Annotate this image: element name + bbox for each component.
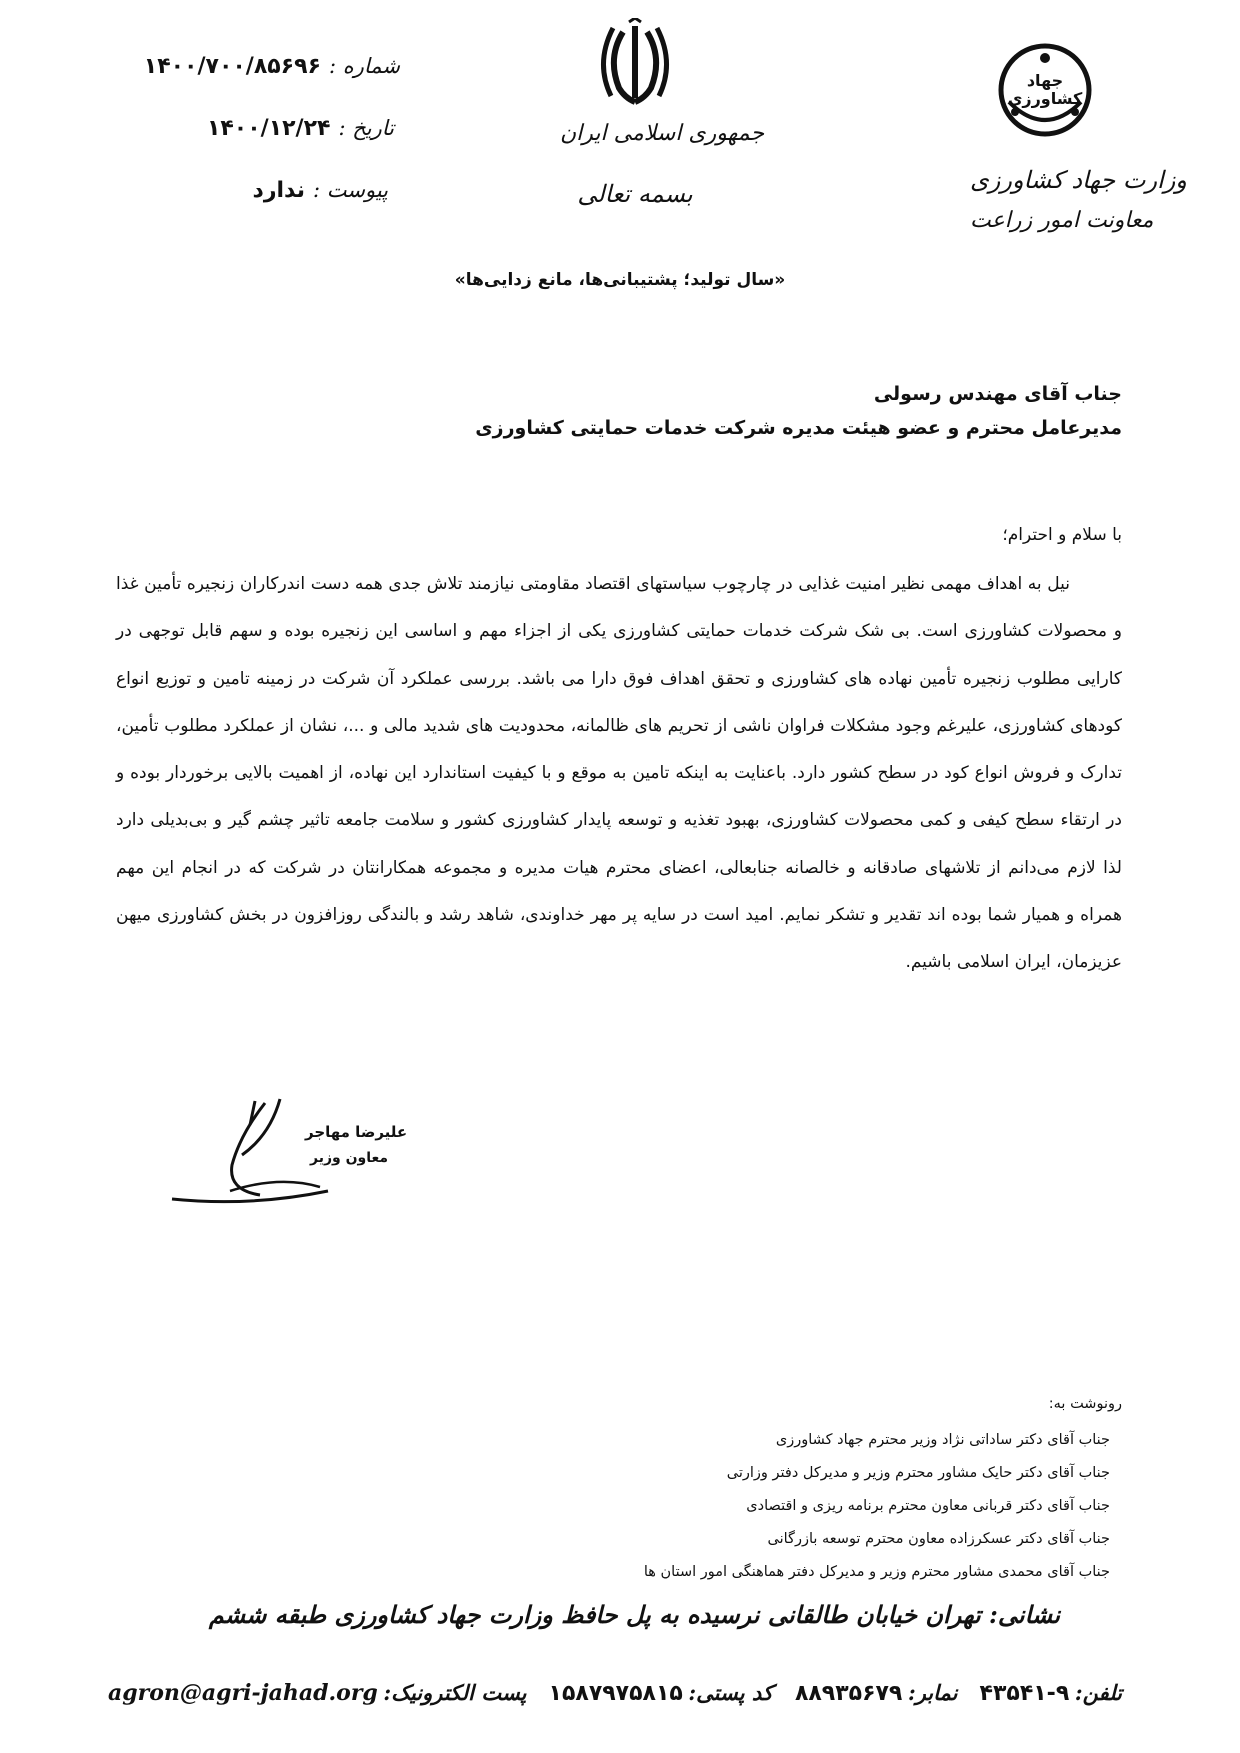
signature-block [170,1095,440,1220]
recipient-name: جناب آقای مهندس رسولی [873,383,1122,405]
year-motto: «سال تولید؛ پشتیبانی‌ها، مانع زدایی‌ها» [454,270,786,290]
handwritten-signature-icon [170,1095,330,1220]
letter-date-label: تاریخ : [338,116,394,140]
email-link[interactable]: agron@agri-jahad.org [108,1680,378,1706]
postal-label: کد پستی: [688,1680,773,1705]
letter-attachment-label: پیوست : [313,178,388,202]
ministry-name: وزارت جهاد کشاورزی [970,166,1187,194]
cc-item: جناب آقای محمدی مشاور محترم وزیر و مدیرکل دفتر هماهنگی امور استان ها [643,1564,1110,1580]
footer-address: نشانی: تهران خیابان طالقانی نرسیده به پل حافظ وزارت جهاد کشاورزی طبقه ششم [208,1600,1060,1629]
phone-value: ۹-۴۳۵۴۱ [979,1681,1070,1706]
email-label: پست الکترونیک: [383,1680,527,1705]
cc-item: جناب آقای دکتر عسکرزاده معاون محترم توسعه بازرگانی [767,1531,1110,1547]
footer-email [108,1680,527,1706]
deputy-name: معاونت امور زراعت [970,208,1154,233]
cc-block [522,1396,1122,1589]
letter-meta [130,54,400,240]
letter-attachment-row [130,178,400,240]
letter-number-row [130,54,400,116]
recipient-block [222,383,1122,451]
footer-phone [980,1680,1122,1706]
footer-fax [795,1680,958,1706]
letter-number-value: ۱۴۰۰/۷۰۰/۸۵۶۹۶ [143,54,321,79]
cc-item: جناب آقای دکتر ساداتی نژاد وزیر محترم جهاد کشاورزی [775,1432,1110,1448]
letter-date-row [130,116,400,178]
ministry-header-block [970,40,1187,233]
basmala: بسمه تعالی [577,180,693,208]
letter-body: نیل به اهداف مهمی نظیر امنیت غذایی در چارچوب سیاستهای اقتصاد مقاومتی نیازمند تلاش جدی همه دست اندرکاران زنجیره تأمین غذا و محصولات کشاورزی است. بی شک شرکت خدمات حمایتی کشاورزی یکی از اجزاء مهم و اساسی این زنجیره بوده و سهم قابل توجهی در کارایی مطلوب زنجیره تأمین نهاده های کشاورزی و تحقق اهداف فوق دارا می باشد. بررسی عملکرد آن شرکت در زمینه تامین و توزیع انواع کودهای کشاورزی، علیرغم وجود مشکلات فراوان ناشی از تحریم های ظالمانه، محدودیت های شدید مالی و ...، نشان از عملکرد مطلوب تأمین، تدارک و فروش انواع کود در سطح کشور دارد. باعنایت به اینکه تامین به موقع و با کیفیت استاندارد این نهاده، از اهمیت بالایی برخوردار بوده و در ارتقاء سطح کیفی و کمی محصولات کشاورزی، بهبود تغذیه و توسعه پایدار کشاورزی کشور و سلامت جامعه تاثیر چشم گیر و بی‌بدیلی دارد لذا لازم می‌دانم از تلاشهای صادقانه و خالصانه جنابعالی، اعضای محترم هیات مدیره و مجموعه همکارانتان در شرکت که در انجام این مهم همراه و همیار شما بوده اند تقدیر و تشکر نمایم. امید است در سایه پر مهر خداوندی، شاهد رشد و بالندگی روزافزون در بخش کشاورزی میهن عزیزمان، ایران اسلامی باشیم. [116,574,1122,973]
fax-label: نمابر: [907,1680,958,1705]
footer-contact [108,1680,1122,1706]
footer-postal [549,1680,773,1706]
phone-label: تلفن: [1074,1680,1122,1705]
recipient-title: مدیرعامل محترم و عضو هیئت مدیره شرکت خدمات حمایتی کشاورزی [475,417,1122,439]
republic-name: جمهوری اسلامی ایران [560,121,765,146]
cc-item: جناب آقای دکتر حایک مشاور محترم وزیر و مدیرکل دفتر وزارتی [726,1465,1110,1481]
postal-value: ۱۵۸۷۹۷۵۸۱۵ [548,1681,683,1706]
cc-item: جناب آقای دکتر قربانی معاون محترم برنامه ریزی و اقتصادی [746,1498,1110,1514]
letter-date-value: ۱۴۰۰/۱۲/۲۴ [206,116,331,141]
letter-number-label: شماره : [328,54,400,78]
cc-heading: رونوشت به: [1048,1396,1122,1412]
greeting: با سلام و احترام؛ [1002,525,1122,545]
iran-emblem-icon [595,18,675,113]
ministry-logo-text: جهاد کشاورزی [1007,71,1083,108]
fax-value: ۸۸۹۳۵۶۷۹ [794,1681,903,1706]
letter-attachment-value: ندارد [252,178,305,203]
signer-name: علیرضا مهاجر [305,1123,408,1141]
republic-header-block [560,18,765,208]
signer-title: معاون وزیر [310,1150,389,1166]
